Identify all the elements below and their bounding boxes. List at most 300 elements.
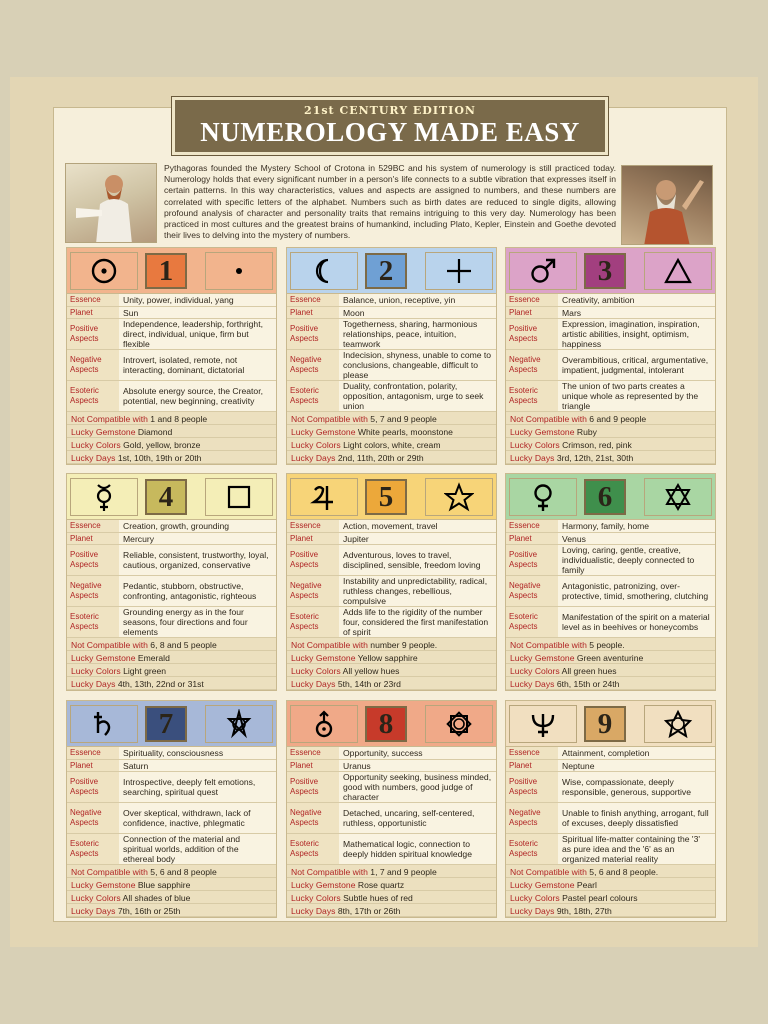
not_compatible-label: Not Compatible with xyxy=(510,640,590,650)
gemstone-value: Rose quartz xyxy=(357,880,405,890)
dot-icon xyxy=(205,252,273,290)
negative-row xyxy=(506,350,715,381)
not_compatible-value: 5, 7 and 9 people xyxy=(370,414,437,424)
days-row xyxy=(67,677,276,690)
negative-value: Over skeptical, withdrawn, lack of confidence, inactive, phlegmatic xyxy=(123,808,251,828)
not_compatible-label: Not Compatible with xyxy=(291,414,371,424)
days-value: 6th, 15th or 24th xyxy=(556,679,620,689)
days-value: 7th, 16th or 25th xyxy=(117,906,181,916)
planet-label: Planet xyxy=(67,760,119,771)
not_compatible-label: Not Compatible with xyxy=(71,414,151,424)
not_compatible-label: Not Compatible with xyxy=(71,640,151,650)
number-card-1 xyxy=(66,247,277,465)
not_compatible-row xyxy=(67,638,276,651)
negative-label: Negative Aspects xyxy=(287,803,339,833)
negative-row xyxy=(287,350,496,381)
negative-label: Negative Aspects xyxy=(506,350,558,380)
hexagram-icon xyxy=(644,478,712,516)
days-label: Lucky Days xyxy=(510,906,557,916)
not_compatible-row xyxy=(67,412,276,425)
positive-label: Positive Aspects xyxy=(506,319,558,349)
card-header xyxy=(287,701,496,747)
colors-row xyxy=(287,438,496,451)
octagram-icon xyxy=(425,705,493,743)
planet-label: Planet xyxy=(506,533,558,544)
planet-row xyxy=(67,307,276,319)
essence-value: Action, movement, travel xyxy=(343,521,438,531)
card-attributes xyxy=(67,520,276,690)
number-card-4 xyxy=(66,473,277,691)
pythagoras-figure-icon xyxy=(66,164,157,243)
colors-label: Lucky Colors xyxy=(71,440,124,450)
essence-value: Balance, union, receptive, yin xyxy=(343,295,456,305)
gemstone-label: Lucky Gemstone xyxy=(510,653,577,663)
colors-row xyxy=(287,664,496,677)
days-value: 9th, 18th, 27th xyxy=(556,906,612,916)
planet-row xyxy=(287,533,496,545)
essence-value: Spirituality, consciousness xyxy=(123,748,224,758)
nonagram-icon xyxy=(644,705,712,743)
not_compatible-label: Not Compatible with xyxy=(510,414,590,424)
days-row xyxy=(287,451,496,464)
not_compatible-label: Not Compatible with xyxy=(510,867,590,877)
colors-label: Lucky Colors xyxy=(510,893,563,903)
days-value: 3rd, 12th, 21st, 30th xyxy=(556,453,634,463)
not_compatible-value: 6, 8 and 5 people xyxy=(150,640,217,650)
essence-label: Essence xyxy=(67,294,119,306)
plato-figure-icon xyxy=(622,166,713,245)
esoteric-label: Esoteric Aspects xyxy=(67,834,119,864)
not_compatible-row xyxy=(287,638,496,651)
esoteric-value: Mathematical logic, connection to deeply hidden spiritual knowledge xyxy=(343,839,472,859)
positive-label: Positive Aspects xyxy=(287,545,339,575)
gemstone-row xyxy=(67,651,276,664)
essence-label: Essence xyxy=(506,520,558,532)
negative-row xyxy=(287,803,496,834)
essence-label: Essence xyxy=(506,747,558,759)
colors-label: Lucky Colors xyxy=(291,666,343,676)
gemstone-value: Blue sapphire xyxy=(137,880,191,890)
mars-icon xyxy=(509,252,577,290)
gemstone-row xyxy=(287,651,496,664)
negative-label: Negative Aspects xyxy=(67,803,119,833)
planet-row xyxy=(506,307,715,319)
gemstone-label: Lucky Gemstone xyxy=(71,427,138,437)
essence-row xyxy=(506,747,715,760)
essence-row xyxy=(67,747,276,760)
not_compatible-row xyxy=(67,865,276,878)
positive-label: Positive Aspects xyxy=(287,772,339,802)
positive-row xyxy=(67,319,276,350)
number-card-6 xyxy=(505,473,716,691)
days-row xyxy=(287,904,496,917)
colors-value: Gold, yellow, bronze xyxy=(123,440,201,450)
negative-value: Overambitious, critical, argumentative, impatient, judgmental, intolerant xyxy=(562,355,709,375)
planet-label: Planet xyxy=(506,760,558,771)
essence-label: Essence xyxy=(506,294,558,306)
gemstone-row xyxy=(287,878,496,891)
triangle-icon xyxy=(644,252,712,290)
card-header xyxy=(287,248,496,294)
gemstone-label: Lucky Gemstone xyxy=(291,653,358,663)
saturn-icon xyxy=(70,705,138,743)
card-header xyxy=(506,474,715,520)
essence-row xyxy=(506,520,715,533)
card-header xyxy=(506,248,715,294)
card-number: 2 xyxy=(365,253,407,289)
mercury-icon xyxy=(70,478,138,516)
positive-value: Adventurous, loves to travel, disciplined, sensible, freedom loving xyxy=(343,550,481,570)
planet-row xyxy=(67,760,276,772)
essence-row xyxy=(67,520,276,533)
essence-value: Attainment, completion xyxy=(562,748,650,758)
positive-label: Positive Aspects xyxy=(67,772,119,802)
days-label: Lucky Days xyxy=(71,453,118,463)
number-card-3 xyxy=(505,247,716,465)
negative-label: Negative Aspects xyxy=(287,350,339,380)
negative-label: Negative Aspects xyxy=(506,803,558,833)
planet-value: Mercury xyxy=(123,533,155,544)
essence-value: Creation, growth, grounding xyxy=(123,521,230,531)
card-header xyxy=(287,474,496,520)
colors-label: Lucky Colors xyxy=(291,893,344,903)
gemstone-label: Lucky Gemstone xyxy=(291,880,358,890)
card-number: 9 xyxy=(584,706,626,742)
esoteric-row xyxy=(506,834,715,865)
positive-value: Independence, leadership, forthright, direct, individual, unique, firm but flexible xyxy=(123,319,263,349)
star-icon xyxy=(425,478,493,516)
positive-row xyxy=(67,545,276,576)
days-value: 2nd, 11th, 20th or 29th xyxy=(337,453,424,463)
not_compatible-row xyxy=(506,638,715,651)
negative-label: Negative Aspects xyxy=(67,576,119,606)
planet-value: Neptune xyxy=(562,760,595,771)
plato-portrait xyxy=(621,165,713,245)
esoteric-row xyxy=(506,607,715,638)
positive-value: Introspective, deeply felt emotions, searching, spiritual quest xyxy=(123,777,256,797)
negative-label: Negative Aspects xyxy=(287,576,339,606)
gemstone-row xyxy=(506,425,715,438)
gemstone-value: Emerald xyxy=(137,653,170,663)
colors-value: Light green xyxy=(123,666,167,676)
card-header xyxy=(67,248,276,294)
not_compatible-row xyxy=(506,412,715,425)
planet-value: Jupiter xyxy=(343,533,369,544)
days-row xyxy=(67,904,276,917)
negative-row xyxy=(67,576,276,607)
positive-row xyxy=(506,545,715,576)
days-label: Lucky Days xyxy=(71,679,118,689)
planet-label: Planet xyxy=(67,533,119,544)
number-card-7 xyxy=(66,700,277,918)
square-icon xyxy=(205,478,273,516)
colors-row xyxy=(506,438,715,451)
days-row xyxy=(506,451,715,464)
negative-value: Indecision, shyness, unable to come to conclusions, changeable, difficult to please xyxy=(343,350,492,380)
days-value: 5th, 14th or 23rd xyxy=(337,679,401,689)
gemstone-label: Lucky Gemstone xyxy=(510,427,577,437)
colors-value: All yellow hues xyxy=(342,666,400,676)
negative-value: Instability and unpredictability, radical, ruthless changes, rebellious, compulsive xyxy=(343,576,488,606)
card-attributes xyxy=(67,747,276,917)
not_compatible-value: 1, 7 and 9 people xyxy=(370,867,437,877)
colors-value: Pastel pearl colours xyxy=(562,893,638,903)
esoteric-value: Adds life to the rigidity of the number four, considered the first manifestation of spirit xyxy=(343,607,489,637)
esoteric-value: Connection of the material and spiritual worlds, addition of the ethereal body xyxy=(123,834,241,864)
gemstone-value: Yellow sapphire xyxy=(357,653,418,663)
card-number: 6 xyxy=(584,479,626,515)
essence-row xyxy=(287,747,496,760)
negative-row xyxy=(506,576,715,607)
days-label: Lucky Days xyxy=(291,679,338,689)
colors-label: Lucky Colors xyxy=(291,440,344,450)
colors-row xyxy=(506,891,715,904)
planet-label: Planet xyxy=(287,760,339,771)
colors-row xyxy=(67,664,276,677)
cross-icon xyxy=(425,252,493,290)
positive-row xyxy=(287,545,496,576)
pythagoras-portrait xyxy=(65,163,157,243)
planet-value: Moon xyxy=(343,307,365,318)
colors-label: Lucky Colors xyxy=(510,440,563,450)
not_compatible-row xyxy=(287,412,496,425)
esoteric-value: The union of two parts creates a unique whole as represented by the triangle xyxy=(562,381,699,411)
esoteric-row xyxy=(67,607,276,638)
number-card-2 xyxy=(286,247,497,465)
colors-value: Light colors, white, cream xyxy=(343,440,441,450)
colors-label: Lucky Colors xyxy=(71,893,123,903)
positive-row xyxy=(506,772,715,803)
not_compatible-value: number 9 people. xyxy=(370,640,438,650)
negative-row xyxy=(67,350,276,381)
colors-label: Lucky Colors xyxy=(71,666,124,676)
positive-value: Reliable, consistent, trustworthy, loyal, cautious, organized, conservative xyxy=(123,550,269,570)
esoteric-label: Esoteric Aspects xyxy=(506,834,558,864)
card-attributes xyxy=(506,294,715,464)
essence-row xyxy=(67,294,276,307)
card-number: 7 xyxy=(145,706,187,742)
colors-value: All green hues xyxy=(561,666,617,676)
number-card-8 xyxy=(286,700,497,918)
moon-icon xyxy=(290,252,358,290)
planet-value: Sun xyxy=(123,307,139,318)
not_compatible-value: 5, 6 and 8 people xyxy=(150,867,217,877)
uranus-icon xyxy=(290,705,358,743)
positive-value: Expression, imagination, inspiration, artistic abilities, insight, optimism, happiness xyxy=(562,319,700,349)
esoteric-value: Manifestation of the spirit on a material level as in beehives or honeycombs xyxy=(562,612,710,632)
gemstone-label: Lucky Gemstone xyxy=(71,880,138,890)
number-card-9 xyxy=(505,700,716,918)
esoteric-row xyxy=(287,381,496,412)
not_compatible-value: 1 and 8 people xyxy=(150,414,208,424)
negative-value: Unable to finish anything, arrogant, full of excuses, deeply dissatisfied xyxy=(562,808,709,828)
days-value: 4th, 13th, 22nd or 31st xyxy=(117,679,204,689)
card-number: 1 xyxy=(145,253,187,289)
not_compatible-label: Not Compatible with xyxy=(71,867,151,877)
card-number: 4 xyxy=(145,479,187,515)
positive-value: Opportunity seeking, business minded, good with numbers, good judge of character xyxy=(343,772,492,802)
essence-value: Harmony, family, home xyxy=(562,521,650,531)
negative-row xyxy=(67,803,276,834)
esoteric-label: Esoteric Aspects xyxy=(287,381,339,411)
gemstone-value: Diamond xyxy=(137,427,173,437)
planet-row xyxy=(287,307,496,319)
negative-value: Pedantic, stubborn, obstructive, confronting, antagonistic, righteous xyxy=(123,581,257,601)
positive-row xyxy=(287,319,496,350)
negative-value: Detached, uncaring, self-centered, ruthless, opportunistic xyxy=(343,808,475,828)
positive-row xyxy=(67,772,276,803)
positive-row xyxy=(506,319,715,350)
esoteric-label: Esoteric Aspects xyxy=(287,607,339,637)
planet-label: Planet xyxy=(287,307,339,318)
positive-value: Togetherness, sharing, harmonious relationships, peace, intuition, teamwork xyxy=(343,319,478,349)
essence-value: Opportunity, success xyxy=(343,748,423,758)
title-banner xyxy=(172,97,608,155)
negative-row xyxy=(506,803,715,834)
positive-value: Wise, compassionate, deeply responsible, generous, supportive xyxy=(562,777,691,797)
card-attributes xyxy=(287,520,496,690)
positive-label: Positive Aspects xyxy=(67,319,119,349)
gemstone-value: Pearl xyxy=(576,880,597,890)
gemstone-row xyxy=(506,651,715,664)
card-header xyxy=(506,701,715,747)
gemstone-label: Lucky Gemstone xyxy=(291,427,358,437)
jupiter-icon xyxy=(290,478,358,516)
page-title: NUMEROLOGY MADE EASY xyxy=(200,117,580,147)
positive-label: Positive Aspects xyxy=(67,545,119,575)
gemstone-row xyxy=(67,425,276,438)
esoteric-value: Grounding energy as in the four seasons, four directions and four elements xyxy=(123,607,248,637)
not_compatible-row xyxy=(506,865,715,878)
esoteric-label: Esoteric Aspects xyxy=(67,381,119,411)
card-attributes xyxy=(506,747,715,917)
colors-row xyxy=(67,891,276,904)
esoteric-label: Esoteric Aspects xyxy=(506,607,558,637)
essence-value: Creativity, ambition xyxy=(562,295,635,305)
card-number: 5 xyxy=(365,479,407,515)
planet-value: Mars xyxy=(562,307,582,318)
planet-label: Planet xyxy=(287,533,339,544)
essence-row xyxy=(287,294,496,307)
days-row xyxy=(67,451,276,464)
planet-label: Planet xyxy=(506,307,558,318)
essence-row xyxy=(287,520,496,533)
essence-label: Essence xyxy=(67,520,119,532)
planet-label: Planet xyxy=(67,307,119,318)
edition-label: 21st CENTURY EDITION xyxy=(304,104,476,117)
gemstone-label: Lucky Gemstone xyxy=(71,653,138,663)
card-header xyxy=(67,701,276,747)
esoteric-row xyxy=(67,381,276,412)
colors-row xyxy=(287,891,496,904)
days-label: Lucky Days xyxy=(71,906,118,916)
colors-row xyxy=(67,438,276,451)
negative-label: Negative Aspects xyxy=(67,350,119,380)
essence-label: Essence xyxy=(67,747,119,759)
planet-row xyxy=(287,760,496,772)
essence-label: Essence xyxy=(287,747,339,759)
not_compatible-value: 5 people. xyxy=(589,640,625,650)
planet-row xyxy=(506,760,715,772)
heptagram-icon xyxy=(205,705,273,743)
positive-row xyxy=(287,772,496,803)
not_compatible-value: 5, 6 and 8 people. xyxy=(589,867,659,877)
card-attributes xyxy=(287,747,496,917)
colors-row xyxy=(506,664,715,677)
gemstone-value: Ruby xyxy=(576,427,597,437)
not_compatible-value: 6 and 9 people xyxy=(589,414,647,424)
planet-row xyxy=(67,533,276,545)
positive-label: Positive Aspects xyxy=(506,545,558,575)
esoteric-row xyxy=(67,834,276,865)
venus-icon xyxy=(509,478,577,516)
days-row xyxy=(506,677,715,690)
esoteric-value: Spiritual life-matter containing the '3' as pure idea and the '6' as an organized material reality xyxy=(562,834,700,864)
card-number: 3 xyxy=(584,253,626,289)
not_compatible-row xyxy=(287,865,496,878)
number-card-5 xyxy=(286,473,497,691)
days-value: 8th, 17th or 26th xyxy=(337,906,401,916)
card-attributes xyxy=(287,294,496,464)
esoteric-row xyxy=(287,607,496,638)
positive-label: Positive Aspects xyxy=(506,772,558,802)
esoteric-row xyxy=(287,834,496,865)
gemstone-row xyxy=(506,878,715,891)
negative-label: Negative Aspects xyxy=(506,576,558,606)
colors-value: Crimson, red, pink xyxy=(562,440,632,450)
not_compatible-label: Not Compatible with xyxy=(291,640,371,650)
not_compatible-label: Not Compatible with xyxy=(291,867,371,877)
gemstone-value: White pearls, moonstone xyxy=(357,427,453,437)
days-label: Lucky Days xyxy=(291,906,338,916)
planet-value: Uranus xyxy=(343,760,371,771)
card-number: 8 xyxy=(365,706,407,742)
intro-paragraph: Pythagoras founded the Mystery School of Crotona in 529BC and his system of numerology is still practiced today. Numerology holds that every significant number in a person's life connects to a subtle vibration that expresses itself in certain patterns. In this way characteristics, values and aspects are assigned to numbers, and these numbers are correlated with specific letters of the alphabet. Numbers such as birth dates are reduced to single digits, allowing profound analysis of character and personality traits that remains intriguing to this very day. Numerology has been practiced in most cultures and the greatest brains of humankind, including Plato, Kepler, Einstein and Goethe devoted their lives to delving into the mystery of numbers. xyxy=(164,163,616,241)
card-attributes xyxy=(67,294,276,464)
esoteric-value: Duality, confrontation, polarity, opposition, antagonism, urge to seek union xyxy=(343,381,484,411)
gemstone-label: Lucky Gemstone xyxy=(510,880,577,890)
essence-label: Essence xyxy=(287,520,339,532)
esoteric-label: Esoteric Aspects xyxy=(287,834,339,864)
essence-label: Essence xyxy=(287,294,339,306)
days-row xyxy=(287,677,496,690)
gemstone-row xyxy=(287,425,496,438)
neptune-icon xyxy=(509,705,577,743)
esoteric-label: Esoteric Aspects xyxy=(67,607,119,637)
esoteric-row xyxy=(506,381,715,412)
days-label: Lucky Days xyxy=(291,453,338,463)
positive-label: Positive Aspects xyxy=(287,319,339,349)
card-attributes xyxy=(506,520,715,690)
days-label: Lucky Days xyxy=(510,679,557,689)
planet-value: Saturn xyxy=(123,760,149,771)
days-row xyxy=(506,904,715,917)
colors-label: Lucky Colors xyxy=(510,666,562,676)
negative-value: Antagonistic, patronizing, over-protective, timid, smothering, clutching xyxy=(562,581,709,601)
negative-row xyxy=(287,576,496,607)
negative-value: Introvert, isolated, remote, not interacting, dominant, dictatorial xyxy=(123,355,245,375)
gemstone-value: Green aventurine xyxy=(576,653,644,663)
sun-icon xyxy=(70,252,138,290)
card-header xyxy=(67,474,276,520)
esoteric-value: Absolute energy source, the Creator, potential, new beginning, creativity xyxy=(123,386,263,406)
planet-row xyxy=(506,533,715,545)
positive-value: Loving, caring, gentle, creative, individualistic, deeply connected to family xyxy=(562,545,695,575)
essence-row xyxy=(506,294,715,307)
essence-value: Unity, power, individual, yang xyxy=(123,295,234,305)
gemstone-row xyxy=(67,878,276,891)
colors-value: Subtle hues of red xyxy=(343,893,413,903)
